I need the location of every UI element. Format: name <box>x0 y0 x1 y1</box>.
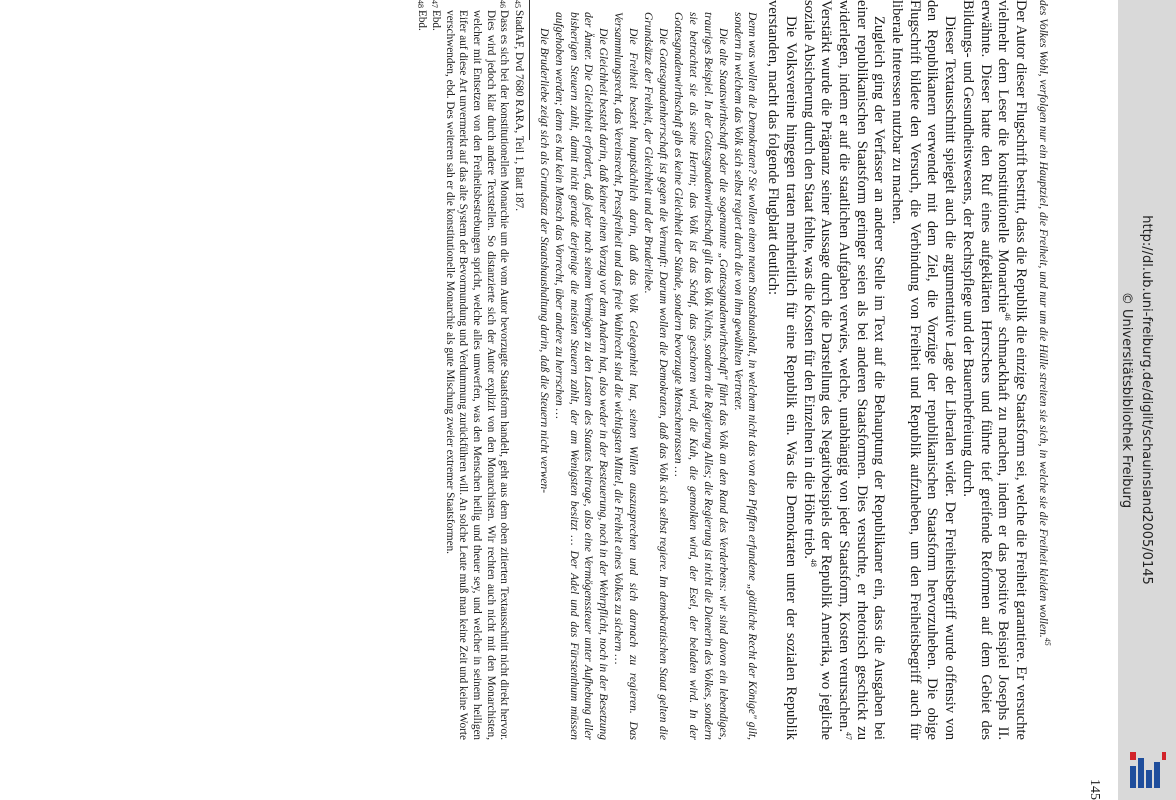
text-column <box>413 0 1050 740</box>
footnote-ref[interactable]: 47 <box>843 732 853 740</box>
sidebar-caption <box>1116 10 1156 790</box>
paragraph-4: Die Volksvereine hingegen traten mehrheitlich für eine Republik ein. Was die Demokraten unter der sozialen Republik verstanden, macht das folgende Flugblatt deutlich: <box>765 0 799 740</box>
footnote-ref[interactable]: 46 <box>1003 312 1013 321</box>
footnote-ref[interactable]: 48 <box>808 558 818 567</box>
footnotes <box>413 0 525 740</box>
footnote: 48 Ebd. <box>415 0 428 31</box>
quote-continuation: des Volkes Wohl, verfolgen nur ein Hauptziel, die Freiheit, und nur um die Hülle streiten sie sich, in welche sie die Freiheit kleiden wollen.$^{45}$ <box>1037 0 1052 646</box>
page-number: 145 <box>1087 779 1102 800</box>
quote-paragraph: Die Freiheit besteht hauptsächlich darin, daß das Volk Gelegenheit hat, seinen Willen auszusprechen und sich darnach zu regieren. Das Versammlungsrecht, das Vereinsrecht, Pressfreiheit und das freie Wahlrecht sind die wichtigsten Mittel, die Freiheit eines Volkes zu sichern … <box>612 12 640 740</box>
paragraph-1: Der Autor dieser Flugschrift bestritt, dass die Republik die einzige Staatsform sei, welche die Freiheit garantiere. Er versuchte vielmehr dem Leser die konstitutionelle Monarchie$^{46}$ schmackhaft zu machen, indem er das positive Beispiel Josephs II. erwähnte. Dieser hatte den Ruf eines aufgeklärten Herrschers und führte tief greifende Reformen auf dem Gebiet des Bildungs- und Gesundheitswesens, der Rechtspflege und der Bauernbefreiung durch. <box>959 0 1029 740</box>
footnote: 46 Dass es sich bei der konstitutionellen Monarchie um die vom Autor bevorzugte Staatsform handelt, geht aus dem oben zitierten Textausschnitt nicht direkt hervor. Dies wird jedoch klar durch andere Textstellen. So distanzierte sich der Autor explizit von den Monarchisten. Wir rechten auch nicht mit den Monarchisten, welcher mit Entsetzen von den Freiheitsbestrebungen spricht, welche alles umwerfen, was den Menschen heilig und theuer sey, und welcher in seinem heiligen Eifer auf diese Art unvermerkt auf das alte System der Bevormundung und Verdummung zurückführen will. An solche Leute muß man keine Zeit und keine Worte verschwenden, ebd. Des weiteren sah er die konstitutionelle Monarchie als gute Mischung zweier extremer Staatsformen. <box>443 0 511 740</box>
paragraph-2: Dieser Textausschnitt spiegelt auch die argumentative Lage der Liberalen wider. Der Freiheitsbegriff wurde offensiv von den Republikanern verwendet mit dem Ziel, die Vorzüge der republikanischen Staatsform hervorzuheben. Die obige Flugschrift bildete den Versuch, die Verbindung von Freiheit und Republik aufzuheben, um den Freiheitsbegriff auch für liberale Interessen nutzbar zu machen. <box>889 0 959 740</box>
footnote: 47 Ebd. <box>430 0 443 31</box>
footnote: 45 StadtAF, Dvd 7680 RARA, Teil 1, Blatt 187. <box>512 0 525 212</box>
scanned-page <box>96 0 1102 800</box>
footnote-divider <box>529 0 530 140</box>
quote-paragraph: Denn was wollen die Demokraten? Sie wollen einen neuen Staatshaushalt, in welchem nicht das von den Pfaffen erfundene „göttliche Recht der Könige" gilt, sondern in welchem das Volk sich selbst regiert durch die von ihm gewählten Vertreter. <box>731 12 759 740</box>
source-url[interactable]: http://dl.ub.uni-freiburg.de/diglit/schauinsland2005/0145 <box>1139 215 1154 585</box>
footnote-ref[interactable]: 45 <box>1042 637 1052 646</box>
quote-paragraph: Die Gottesgnadenherrschaft ist gegen die Vernunft: Darum wollen die Demokraten, daß das Volk sich selbst regiere. Im demokratischen Staat gelten die Grundsätze der Freiheit, der Gleichheit und der Bruderliebe. <box>642 12 670 740</box>
paragraph-3: Zugleich ging der Verfasser an anderer Stelle im Text auf die Behauptung der Republikaner ein, dass die Ausgaben bei einer republikanischen Staatsform geringer seien als bei anderen Staatsformen. Dies versuchte, er rhetorisch geschickt zu widerlegen, indem er auf die staatlichen Aufgaben verwies, welche, unabhängig von jeder Staatsform, Kosten verursachen.$^{47}$ Verstärkt wurde die Prägnanz seiner Aussage durch die Darstellung des Negativbeispiels der Republik Amerika, wo jegliche soziale Absicherung durch den Staat fehlte, was die Kosten für den Einzelnen in die Höhe trieb.$^{48}$ <box>800 0 888 740</box>
library-logo-icon <box>1126 748 1170 792</box>
copyright-notice: © Universitätsbibliothek Freiburg <box>1119 291 1134 509</box>
quote-paragraph: Die Gleichheit besteht darin, daß keiner einen Vorzug vor dem Andern hat, also weder in der Besteuerung, noch in der Wehrpflicht, noch in der Besetzung der Ämter. Die Gleichheit erfordert, daß jeder nach seinem Vermögen zu den Lasten des Staates beitrage, also eine Vermögenssteuer unter Aufhebung aller bisherigen Steuern zahlt, damit nicht gerade derjenige die meisten Steuern zahlt, der am Wenigsten besitzt … Der Adel und das Fürstenthum müssen aufgehoben werden; denn es hat kein Mensch das Vorrecht, über andere zu herrschen … <box>552 12 610 740</box>
quote-paragraph: Die Bruderliebe zeigt sich als Grundsatz der Staatshaushaltung darin, daß die Steuern nicht verwen- <box>537 28 550 494</box>
flugblatt-quote <box>536 12 760 740</box>
quote-paragraph: Die alte Staatswirthschaft oder die sogenannte „Gottesgnadenwirthschaft" führt das Volk an den Rand des Verderbens: wir sind davon ein lebendiges, trauriges Beispiel. In der Gottesgnadenwirthschaft gilt das Volk Nichts, sondern die Regierung Alles; die Regierung ist nicht die Dienerin des Volkes, sondern sie betrachtet sie als seine Herrin; das Volk ist das Schaf, das geschoren wird, die Kuh, die gemolken wird, der Esel, der beladen wird. In der Gottesgnadenwirthschaft gib es keine Gleichheit der Stände, sondern bevorzugte Menschenrassen … <box>671 12 729 740</box>
